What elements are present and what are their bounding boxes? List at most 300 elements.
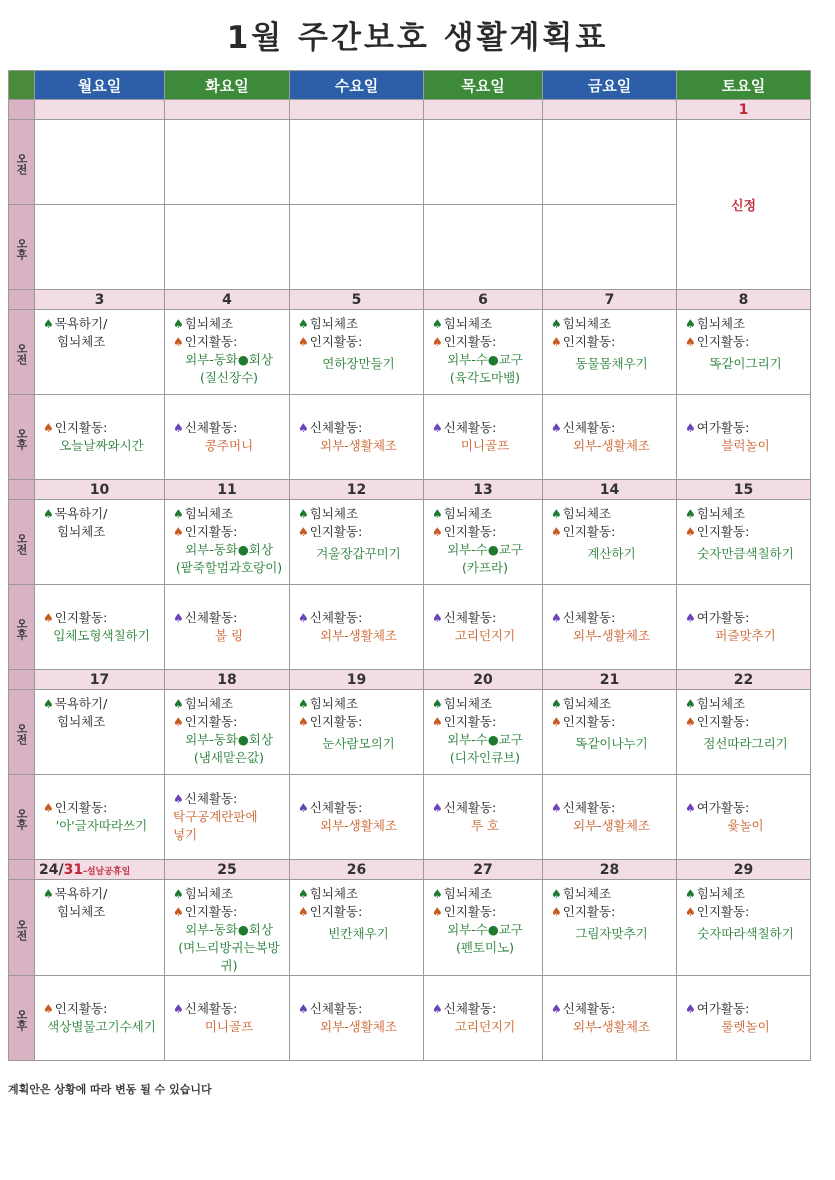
activity-main: 힘뇌체조 [309, 316, 359, 331]
am-activity-cell [35, 880, 165, 976]
activity-line [173, 437, 285, 455]
activity-detail: 퍼즐맞추기 [715, 628, 776, 643]
activity-line [173, 731, 285, 749]
activity-detail: 외부-생활체조 [320, 1019, 397, 1034]
activity-detail-sub: (며느리방귀는복방귀) [178, 940, 280, 973]
activity-line [551, 355, 672, 373]
date-number: 18 [217, 671, 237, 688]
activity-content [290, 419, 423, 455]
date-cell [424, 860, 543, 880]
pm-activity-cell [290, 775, 424, 860]
activity-line [685, 1018, 806, 1036]
activity-detail: 외부-동화●회상 [185, 922, 273, 937]
activity-main: 힘뇌체조 [184, 506, 234, 521]
activity-detail: 외부-생활체조 [320, 818, 397, 833]
pm-activity-cell [543, 775, 677, 860]
am-side-label [9, 690, 35, 775]
am-activity-cell [290, 880, 424, 976]
activity-line [173, 713, 285, 731]
spade-green-icon: ♠ [685, 697, 696, 711]
activity-line [432, 505, 538, 523]
activity-type: 인지활동: [562, 904, 616, 919]
activity-main: 힘뇌체조 [562, 696, 612, 711]
holiday-note: 신정 [730, 199, 757, 214]
empty-cell [290, 120, 424, 205]
empty-cell [424, 120, 543, 205]
activity-content [424, 799, 542, 835]
spade-green-icon: ♠ [173, 887, 184, 901]
activity-detail: 외부-동화●회상 [185, 542, 273, 557]
am-side-label [9, 500, 35, 585]
activity-content [290, 500, 423, 563]
activity-content [424, 310, 542, 387]
spade-orange-icon: ♠ [43, 611, 54, 625]
activity-line [173, 695, 285, 713]
activity-detail: 콩주머니 [204, 438, 254, 453]
activity-line [43, 885, 160, 903]
activity-line [685, 713, 806, 731]
date-cell [35, 290, 165, 310]
date-number: 29 [733, 861, 754, 878]
activity-detail: 탁구공계란판에 [173, 809, 258, 824]
activity-line [685, 925, 806, 943]
activity-line [43, 1000, 160, 1018]
spade-green-icon: ♠ [43, 317, 54, 331]
pm-side-label [9, 585, 35, 670]
activity-detail: 숫자만큼색칠하기 [697, 546, 794, 561]
activity-line [432, 921, 538, 939]
date-cell [677, 860, 811, 880]
activity-line [173, 921, 285, 939]
spade-green-icon: ♠ [551, 887, 562, 901]
activity-content [543, 609, 676, 645]
date-number: 28 [599, 861, 620, 878]
date-cell [543, 290, 677, 310]
activity-main: 힘뇌체조 [696, 886, 746, 901]
spade-orange-icon: ♠ [432, 525, 443, 539]
activity-main: 힘뇌체조 [443, 886, 493, 901]
activity-line [432, 559, 538, 577]
activity-line [685, 695, 806, 713]
spade-purple-icon: ♠ [432, 421, 443, 435]
activity-content [543, 419, 676, 455]
pm-row [9, 395, 811, 480]
activity-type: 여가활동: [696, 800, 750, 815]
spade-orange-icon: ♠ [685, 335, 696, 349]
date-number: 14 [599, 481, 620, 498]
pm-activity-cell [35, 585, 165, 670]
date-cell [677, 670, 811, 690]
activity-content [677, 880, 810, 943]
activity-line [432, 369, 538, 387]
spade-green-icon: ♠ [298, 317, 309, 331]
activity-main: 힘뇌체조 [443, 696, 493, 711]
pm-activity-cell [165, 976, 290, 1061]
activity-detail: '아'글자따라쓰기 [55, 818, 148, 833]
spade-green-icon: ♠ [685, 507, 696, 521]
spade-green-icon: ♠ [173, 697, 184, 711]
activity-line [551, 609, 672, 627]
activity-line [173, 333, 285, 351]
activity-line [551, 333, 672, 351]
activity-type: 인지활동: [54, 420, 108, 435]
activity-detail: 미니골프 [204, 1019, 254, 1034]
spade-green-icon: ♠ [173, 507, 184, 521]
pm-activity-cell [165, 585, 290, 670]
activity-detail: 겨울장갑꾸미기 [316, 546, 401, 561]
empty-cell [35, 120, 165, 205]
activity-detail: 미니골프 [460, 438, 510, 453]
activity-line [551, 817, 672, 835]
activity-line [685, 437, 806, 455]
activity-detail: 외부-생활체조 [320, 628, 397, 643]
pm-label: 오후 [15, 428, 28, 450]
pm-side-label [9, 976, 35, 1061]
activity-type: 인지활동: [54, 1001, 108, 1016]
activity-type: 인지활동: [54, 800, 108, 815]
activity-detail: 고리던지기 [454, 1019, 516, 1034]
date-cell [165, 670, 290, 690]
activity-line [432, 333, 538, 351]
activity-line [551, 695, 672, 713]
spade-green-icon: ♠ [43, 697, 54, 711]
activity-line [551, 713, 672, 731]
activity-detail: 투 호 [470, 818, 500, 833]
date-number: 6 [478, 291, 488, 308]
date-number: 10 [89, 481, 110, 498]
activity-content [165, 1000, 289, 1036]
pm-label: 오후 [15, 1009, 28, 1031]
spade-purple-icon: ♠ [173, 792, 184, 806]
spade-orange-icon: ♠ [173, 905, 184, 919]
spade-orange-icon: ♠ [551, 335, 562, 349]
activity-type: 신체활동: [562, 1001, 616, 1016]
pm-row [9, 775, 811, 860]
activity-line [298, 695, 419, 713]
activity-content [35, 880, 164, 921]
activity-type: 신체활동: [443, 610, 497, 625]
activity-main: 힘뇌체조 [184, 886, 234, 901]
activity-main: 힘뇌체조 [562, 316, 612, 331]
date-cell [543, 860, 677, 880]
date-number: 7 [604, 291, 615, 308]
activity-main: 힘뇌체조 [443, 316, 493, 331]
am-activity-cell [677, 880, 811, 976]
activity-detail: 볼 링 [214, 628, 244, 643]
date-number: 3 [94, 291, 105, 308]
activity-line [43, 799, 160, 817]
activity-detail: 동물몸채우기 [575, 356, 648, 371]
am-activity-cell [543, 500, 677, 585]
spade-purple-icon: ♠ [551, 801, 562, 815]
activity-content [290, 609, 423, 645]
header-corner [9, 71, 35, 100]
activity-line [173, 541, 285, 559]
activity-line [551, 735, 672, 753]
spade-orange-icon: ♠ [685, 905, 696, 919]
pm-activity-cell [290, 585, 424, 670]
activity-line [432, 713, 538, 731]
activity-detail: 외부-수●교구 [447, 542, 523, 557]
date-number: 22 [733, 671, 754, 688]
activity-line [298, 627, 419, 645]
date-number: 12 [346, 481, 367, 498]
spade-green-icon: ♠ [298, 887, 309, 901]
spade-orange-icon: ♠ [551, 715, 562, 729]
weekday-header: 수요일 [290, 71, 424, 100]
date-number: 19 [346, 671, 367, 688]
date-cell [543, 670, 677, 690]
activity-content [35, 609, 164, 645]
activity-content [424, 419, 542, 455]
spade-purple-icon: ♠ [298, 421, 309, 435]
activity-line [432, 541, 538, 559]
activity-line [173, 505, 285, 523]
date-row [9, 670, 811, 690]
spade-green-icon: ♠ [685, 887, 696, 901]
am-activity-cell [35, 310, 165, 395]
date-row [9, 480, 811, 500]
activity-detail-sub: 넣기 [173, 827, 198, 842]
activity-content [165, 790, 289, 844]
activity-line [43, 523, 160, 541]
activity-content [35, 500, 164, 541]
activity-line [173, 351, 285, 369]
activity-line [298, 735, 419, 753]
activity-line [173, 939, 285, 975]
am-activity-cell [165, 690, 290, 775]
spade-purple-icon: ♠ [551, 611, 562, 625]
date-cell [35, 860, 165, 880]
activity-main: 힘뇌체조 [309, 696, 359, 711]
spade-orange-icon: ♠ [551, 525, 562, 539]
activity-type: 인지활동: [309, 334, 363, 349]
activity-detail: 연하장만들기 [322, 356, 395, 371]
activity-line [551, 315, 672, 333]
activity-detail: 외부-생활체조 [320, 438, 397, 453]
activity-line [298, 925, 419, 943]
activity-type: 인지활동: [443, 904, 497, 919]
activity-type: 인지활동: [309, 714, 363, 729]
activity-line [551, 799, 672, 817]
activity-line [551, 1000, 672, 1018]
activity-line [298, 523, 419, 541]
activity-line [43, 903, 160, 921]
spade-purple-icon: ♠ [173, 421, 184, 435]
am-activity-cell [290, 500, 424, 585]
activity-line [43, 333, 160, 351]
am-activity-cell [424, 690, 543, 775]
date-number: 8 [738, 291, 749, 308]
date-row-marker [9, 100, 35, 120]
activity-line [173, 523, 285, 541]
activity-detail: 외부-동화●회상 [185, 732, 273, 747]
weekday-header: 화요일 [165, 71, 290, 100]
activity-line [551, 505, 672, 523]
spade-purple-icon: ♠ [685, 1002, 696, 1016]
activity-line [551, 885, 672, 903]
pm-label: 오후 [15, 238, 28, 260]
activity-detail: 외부-수●교구 [447, 922, 523, 937]
spade-orange-icon: ♠ [173, 525, 184, 539]
activity-content [424, 880, 542, 957]
activity-detail: 외부-동화●회상 [185, 352, 273, 367]
activity-line [432, 885, 538, 903]
activity-content [290, 880, 423, 943]
date-number: 13 [473, 481, 493, 498]
am-label: 오전 [15, 533, 28, 555]
am-activity-cell [165, 310, 290, 395]
pm-activity-cell [35, 976, 165, 1061]
am-activity-cell [424, 310, 543, 395]
activity-line [43, 627, 160, 645]
pm-activity-cell [677, 976, 811, 1061]
page-title: 1월 주간보호 생활계획표 [226, 20, 609, 56]
am-row [9, 880, 811, 976]
pm-activity-cell [290, 976, 424, 1061]
activity-main: 목욕하기/ [54, 316, 108, 331]
date-cell [677, 480, 811, 500]
activity-line [298, 315, 419, 333]
activity-line [43, 437, 160, 455]
activity-detail: 눈사람모의기 [322, 736, 395, 751]
activity-line [173, 559, 285, 577]
date-cell [290, 480, 424, 500]
activity-line [298, 333, 419, 351]
activity-content [165, 609, 289, 645]
date-row [9, 860, 811, 880]
activity-sub: 힘뇌체조 [57, 904, 106, 919]
activity-line [685, 735, 806, 753]
pm-activity-cell [424, 585, 543, 670]
pm-activity-cell [677, 775, 811, 860]
weekday-header: 목요일 [424, 71, 543, 100]
activity-main: 힘뇌체조 [562, 886, 612, 901]
activity-line [298, 437, 419, 455]
spade-orange-icon: ♠ [298, 335, 309, 349]
spade-green-icon: ♠ [43, 507, 54, 521]
activity-line [432, 817, 538, 835]
activity-content [543, 500, 676, 563]
activity-line [298, 609, 419, 627]
activity-detail-sub: (팥죽할멈과호랑이) [175, 560, 283, 575]
pm-label: 오후 [15, 808, 28, 830]
activity-line [43, 419, 160, 437]
activity-main: 힘뇌체조 [184, 696, 234, 711]
empty-cell [165, 205, 290, 290]
activity-line [173, 627, 285, 645]
am-activity-cell [543, 690, 677, 775]
spade-purple-icon: ♠ [685, 801, 696, 815]
activity-line [432, 609, 538, 627]
date-cell [677, 100, 811, 120]
activity-type: 여가활동: [696, 420, 750, 435]
activity-line [43, 817, 160, 835]
activity-type: 신체활동: [443, 1001, 497, 1016]
spade-green-icon: ♠ [551, 317, 562, 331]
activity-type: 신체활동: [309, 800, 363, 815]
spade-green-icon: ♠ [173, 317, 184, 331]
spade-orange-icon: ♠ [685, 525, 696, 539]
am-activity-cell [290, 310, 424, 395]
date-cell [165, 860, 290, 880]
activity-line [432, 731, 538, 749]
spade-orange-icon: ♠ [43, 421, 54, 435]
spade-orange-icon: ♠ [432, 715, 443, 729]
activity-sub: 힘뇌체조 [57, 334, 106, 349]
activity-main: 힘뇌체조 [696, 316, 746, 331]
activity-detail: 외부-생활체조 [573, 438, 650, 453]
spade-green-icon: ♠ [551, 697, 562, 711]
activity-type: 신체활동: [562, 420, 616, 435]
pm-activity-cell [424, 775, 543, 860]
date-number: 24/ [39, 861, 64, 878]
activity-type: 여가활동: [696, 610, 750, 625]
pm-activity-cell [677, 585, 811, 670]
activity-line [432, 419, 538, 437]
weekday-header: 토요일 [677, 71, 811, 100]
pm-side-label [9, 205, 35, 290]
pm-activity-cell [424, 976, 543, 1061]
activity-type: 인지활동: [443, 334, 497, 349]
spade-green-icon: ♠ [432, 887, 443, 901]
spade-purple-icon: ♠ [551, 421, 562, 435]
spade-orange-icon: ♠ [173, 715, 184, 729]
activity-content [35, 1000, 164, 1036]
activity-content [290, 1000, 423, 1036]
empty-cell [165, 120, 290, 205]
am-side-label [9, 120, 35, 205]
am-label: 오전 [15, 343, 28, 365]
activity-line [173, 315, 285, 333]
activity-type: 신체활동: [309, 1001, 363, 1016]
activity-line [173, 1018, 285, 1036]
activity-detail-sub: (디자인큐브) [449, 750, 521, 765]
activity-type: 신체활동: [309, 420, 363, 435]
activity-line [173, 790, 285, 808]
activity-type: 인지활동: [443, 524, 497, 539]
activity-content [677, 1000, 810, 1036]
activity-detail: 외부-생활체조 [573, 628, 650, 643]
activity-detail: 색상별물고기수세기 [47, 1019, 156, 1034]
activity-line [298, 903, 419, 921]
spade-purple-icon: ♠ [298, 801, 309, 815]
activity-content [35, 690, 164, 731]
activity-content [677, 609, 810, 645]
activity-main: 목욕하기/ [54, 886, 108, 901]
activity-main: 힘뇌체조 [443, 506, 493, 521]
activity-line [43, 505, 160, 523]
am-row [9, 310, 811, 395]
spade-purple-icon: ♠ [173, 1002, 184, 1016]
activity-line [551, 903, 672, 921]
activity-detail: 외부-수●교구 [447, 352, 523, 367]
activity-line [298, 355, 419, 373]
date-number: 17 [89, 671, 110, 688]
activity-content [35, 310, 164, 351]
spade-orange-icon: ♠ [298, 905, 309, 919]
spade-orange-icon: ♠ [43, 801, 54, 815]
activity-main: 목욕하기/ [54, 696, 108, 711]
date-row-marker [9, 290, 35, 310]
activity-main: 힘뇌체조 [562, 506, 612, 521]
pm-side-label [9, 395, 35, 480]
activity-detail: 그림자맞추기 [575, 926, 648, 941]
date-row-marker [9, 480, 35, 500]
activity-content [677, 419, 810, 455]
spade-green-icon: ♠ [43, 887, 54, 901]
am-side-label [9, 310, 35, 395]
